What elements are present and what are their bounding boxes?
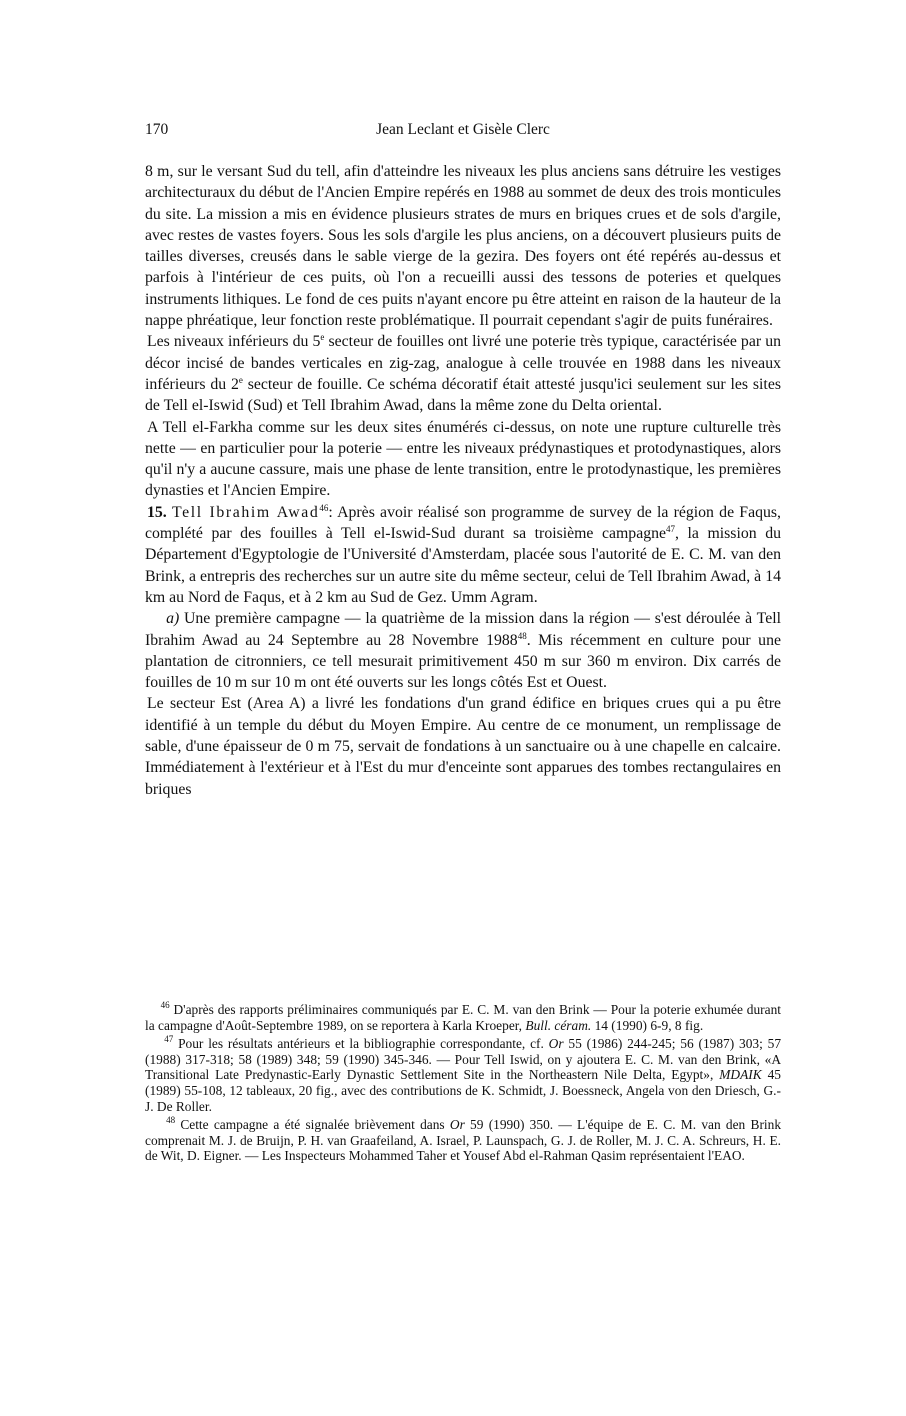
footnote-text: 14 (1990) 6-9, 8 fig. <box>591 1017 704 1033</box>
paragraph-4-text-a: : Après avoir réalisé son programme de survey de la région de Faqus, complété par des fouilles à Tell el-Iswid-Sud durant sa troisième campagne <box>145 503 781 543</box>
journal-title: MDAIK <box>719 1067 762 1083</box>
footnote-number: 47 <box>164 1034 174 1045</box>
footnote-text: Pour les résultats antérieurs et la bibliographie correspondante, cf. <box>173 1036 549 1052</box>
journal-title: Or <box>449 1117 465 1133</box>
main-text <box>145 161 781 800</box>
footnote-number: 48 <box>166 1115 176 1126</box>
list-letter: a) <box>166 610 180 628</box>
paragraph-6: Le secteur Est (Area A) a livré les fondations d'un grand édifice en briques crues qui a pu être identifié à un temple du début du Moyen Empire. Au centre de ce monument, un remplissage de sable, d'une épaisseur de 0 m 75, servait de fondations à un sanctuaire ou à une chapelle en calcaire. Immédiatement à l'extérieur et à l'Est du mur d'enceinte sont apparues des tombes rectangulaires en briques <box>145 695 781 798</box>
journal-title: Bull. céram. <box>525 1017 592 1033</box>
paragraph-3: A Tell el-Farkha comme sur les deux sites énumérés ci-dessus, on note une rupture culturelle très nette — en particulier pour la poterie — entre les niveaux prédynastiques et protodynastiques, alors qu'il n'y a aucune cassure, mais une phase de lente transition, entre le protodynastique, les premières dynasties et l'Ancien Empire. <box>145 418 781 500</box>
page-number: 170 <box>145 121 169 138</box>
paragraph-4-text-b: , la mission du Département d'Egyptologie de l'Université d'Amsterdam, placée sous l'autorité de E. C. M. van den Brink, a entrepris des recherches sur un autre site du même secteur, celui de Tell Ibrahim Awad, à 14 km au Nord de Faqus, et à 2 km au Sud de Gez. Umm Agram. <box>145 525 781 606</box>
footnote-text: D'après des rapports préliminaires communiqués par E. C. M. van den Brink — Pour la poterie exhumée durant la campagne d'Août-Septembre 1989, on se reportera à Karla Kroeper, <box>145 1002 781 1033</box>
footnote-text: 59 (1990) 350. — L'équipe de E. C. M. van den Brink comprenait M. J. de Bruijn, P. H. van Graafeiland, A. Israel, P. Launspach, G. J. de Roller, M. J. C. A. Schreurs, H. E. de Wit, D. Eigner. — Les Inspecteurs Mohammed Taher et Yousef Abd el-Rahman Qasim représentaient l'EAO. <box>145 1117 782 1164</box>
paragraph-1: 8 m, sur le versant Sud du tell, afin d'atteindre les niveaux les plus anciens sans détruire les vestiges architecturaux du début de l'Ancien Empire repérés en 1988 au sommet de deux des trois monticules du site. La mission a mis en évidence plusieurs strates de murs en briques crues et de sols d'argile, avec restes de vastes foyers. Sous les sols d'argile les plus anciens, on a découvert plusieurs puits de tailles diverses, creusés dans le sable vierge de la gezira. Des foyers ont été repérés au-dessus et parfois à l'intérieur de ces puits, où l'on a recueilli aussi des tessons de poteries et quelques instruments lithiques. Le fond de ces puits n'ayant encore pu être atteint en raison de la hauteur de la nappe phréatique, leur fonction reste problématique. Il pourrait cependant s'agir de puits funéraires. <box>145 163 781 330</box>
footnote-text: 45 (1989) 55-108, 12 tableaux, 20 fig., avec des contributions de K. Schmidt, J. Boessneck, Angela von den Driesch, G.-J. De Roller. <box>145 1067 781 1114</box>
footnote-ref-48: 48 <box>517 630 527 641</box>
footnotes <box>145 1002 781 1167</box>
running-title: Jean Leclant et Gisèle Clerc <box>376 121 550 138</box>
page-header <box>145 121 781 145</box>
paragraph-2-text-b: secteur de fouilles ont livré une poterie très typique, caractérisée par un décor incisé de bandes verticales en zig-zag, analogue à celle trouvée en 1988 dans les niveaux inférieurs du 2 <box>145 333 781 393</box>
footnote-ref-47: 47 <box>666 524 676 535</box>
paragraph-2-text-c: secteur de fouille. Ce schéma décoratif était attesté jusqu'ici seulement sur les sites de Tell el-Iswid (Sud) et Tell Ibrahim Awad, dans la même zone du Delta oriental. <box>145 375 781 415</box>
footnote-text: 55 (1986) 244-245; 56 (1987) 303; 57 (1988) 317-318; 58 (1989) 348; 59 (1990) 345-346. — Pour Tell Iswid, on y ajoutera E. C. M. van den Brink, «A Transitional Late Predynastic-Early Dynastic Settlement Site in the Northeastern Nile Delta, Egypt», <box>145 1036 782 1083</box>
footnote-47 <box>145 1036 781 1114</box>
footnote-48 <box>145 1117 781 1164</box>
section-number: 15. <box>147 503 167 521</box>
footnote-ref-46: 46 <box>319 502 329 513</box>
paragraph-2-text-a: Les niveaux inférieurs du 5 <box>147 333 321 351</box>
journal-title: Or <box>548 1036 564 1052</box>
superscript-e: e <box>320 332 325 343</box>
section-title: Tell Ibrahim Awad <box>171 503 320 521</box>
paragraph-2 <box>145 331 781 416</box>
paragraph-4 <box>145 502 781 608</box>
footnote-number: 46 <box>160 1000 170 1010</box>
paragraph-5-text-b: . Mis récemment en culture pour une plantation de citronniers, ce tell mesurait primitivement 450 m sur 360 m environ. Dix carrés de fouilles de 10 m sur 10 m ont été ouverts sur les longs côtés Est et Ouest. <box>145 631 781 692</box>
paragraph-5-text-a: Une première campagne — la quatrième de la mission dans la région — s'est déroulée à Tell Ibrahim Awad au 24 Septembre au 28 Novembre 1988 <box>145 610 781 649</box>
paragraph-5 <box>145 608 781 693</box>
superscript-e: e <box>238 374 243 385</box>
footnote-text: Cette campagne a été signalée brièvement dans <box>175 1117 450 1133</box>
footnote-46 <box>145 1002 781 1033</box>
